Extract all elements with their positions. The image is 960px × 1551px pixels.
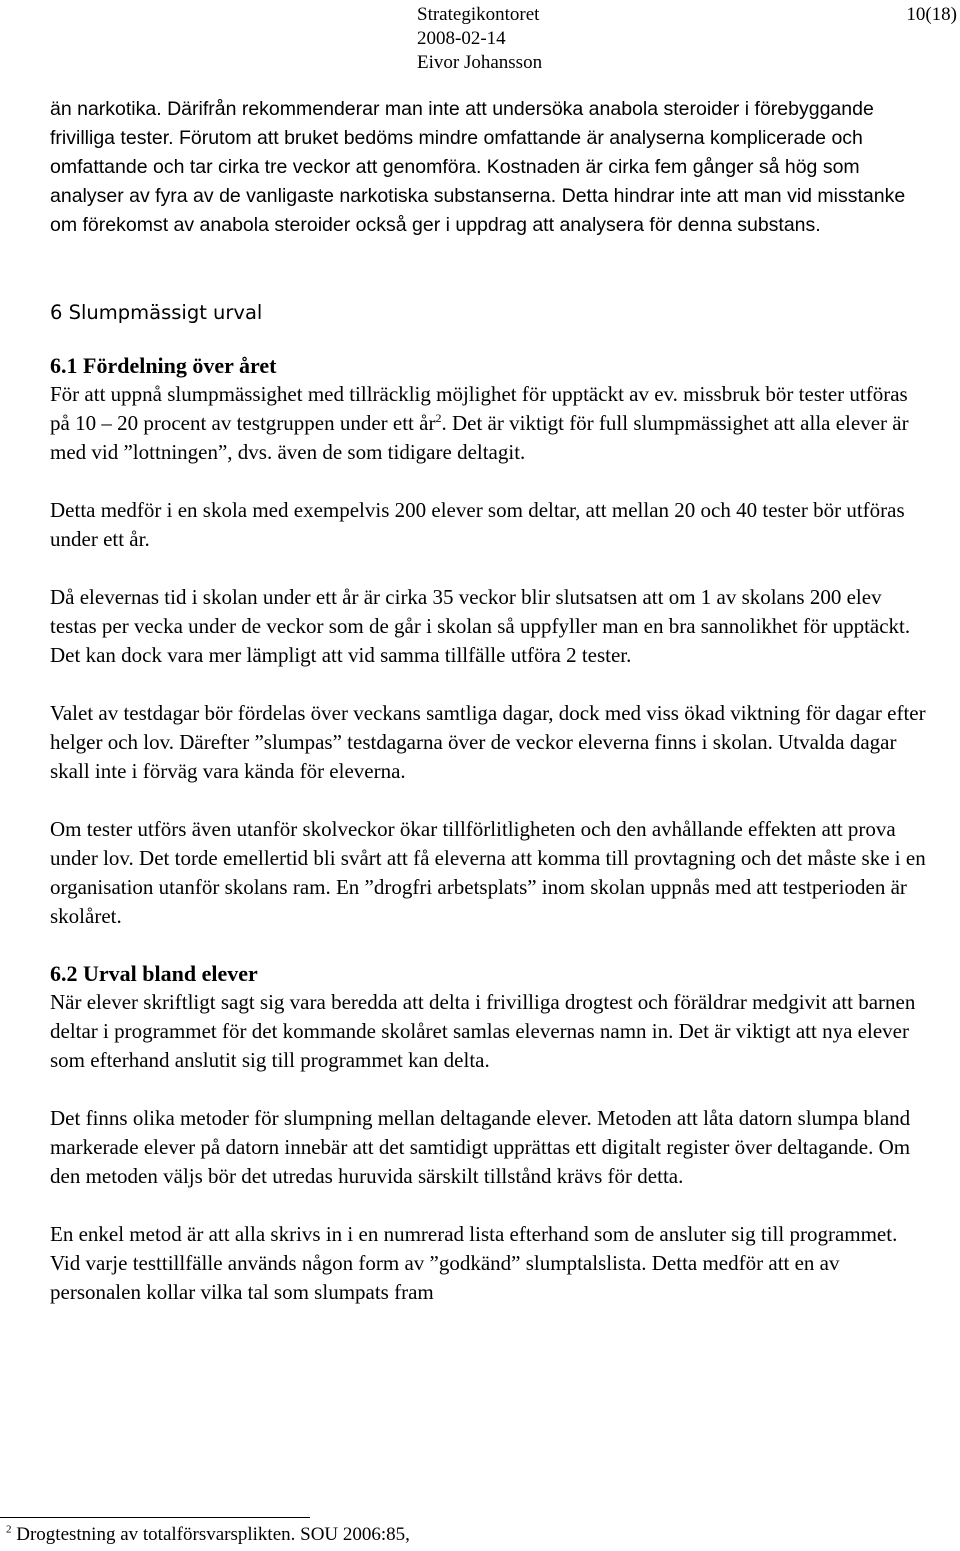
section-6-1-text-b: . Det är viktigt för full slumpmässighet att alla elever är med vid ”lottningen”, dvs. även de som tidigare deltagit. (50, 411, 909, 464)
paragraph-testdagar: Valet av testdagar bör fördelas över veckans samtliga dagar, dock med viss ökad viktning för dagar efter helger och lov. Därefter ”slumpas” testdagarna över de veckor eleverna finns i skolan. Utvalda dagar skall inte i förväg vara kända för eleverna. (50, 701, 926, 783)
header-date: 2008-02-14 (417, 28, 506, 49)
section-6-heading: 6 Slumpmässigt urval (50, 301, 263, 324)
footnote-text: Drogtestning av totalförsvarsplikten. SOU 2006:85, (16, 1524, 410, 1545)
page-number: 10(18) (906, 4, 957, 25)
footnote-reference[interactable]: 2 (435, 411, 442, 425)
intro-paragraph (50, 95, 930, 240)
intro-text-b: Detta hindrar inte att man vid misstanke om förekomst av anabola steroider också ger i uppdrag att analysera för denna substans. (50, 185, 906, 236)
paragraph-35-veckor: Då elevernas tid i skolan under ett år är cirka 35 veckor blir slutsatsen att om 1 av skolans 200 elev testas per vecka under de veckor som de går i skolan så uppfyller man en bra sannolikhet för upptäckt. Det kan dock vara mer lämpligt att vid samma tillfälle utföra 2 tester. (50, 585, 911, 667)
section-6-1-text-a: För att uppnå slumpmässighet med tillräcklig möjlighet för upptäckt av ev. missbruk bör tester utföras på 10 – 20 procent av testgruppen under ett år (50, 382, 908, 435)
section-6-1-paragraph (50, 380, 930, 467)
section-6-2-paragraph-1: När elever skriftligt sagt sig vara beredda att delta i frivilliga drogtest och föräldrar medgivit att barnen deltar i programmet för det kommande skolåret samlas elevernas namn in. Det är viktigt att nya elever som efterhand anslutit sig till programmet kan delta. (50, 990, 916, 1072)
section-6-2-paragraph-2: Det finns olika metoder för slumpning mellan deltagande elever. Metoden att låta datorn slumpa bland markerade elever på datorn innebär att det samtidigt upprättas ett digitalt register över deltagande. Om den metoden väljs bör det utredas huruvida särskilt tillstånd krävs för detta. (50, 1106, 911, 1188)
intro-text-a: än narkotika. Därifrån rekommenderar man inte att undersöka anabola steroider i förebyggande frivilliga tester. Förutom att bruket bedöms mindre omfattande är analyserna komplicerade och omfattande och tar cirka tre veckor att genomföra. Kostnaden är cirka fem gånger så hög som analyser av fyra av de vanligaste narkotiska substanserna. (50, 98, 874, 207)
section-6-2-paragraph-3: En enkel metod är att alla skrivs in i en numrerad lista efterhand som de ansluter sig till programmet. Vid varje testtillfälle används någon form av ”godkänd” slumptalslista. Detta medför att en av personalen kollar vilka tal som slumpats fram (50, 1222, 898, 1304)
header-author: Eivor Johansson (417, 52, 543, 73)
paragraph-200-elever: Detta medför i en skola med exempelvis 200 elever som deltar, att mellan 20 och 40 tester bör utföras under ett år. (50, 498, 905, 551)
paragraph-utanfor-skolveckor: Om tester utförs även utanför skolveckor ökar tillförlitligheten och den avhållande effekten att prova under lov. Det torde emellertid bli svårt att få eleverna att komma till provtagning och det måste ske i en organisation utanför skolans ram. En ”drogfri arbetsplats” inom skolan uppnås med att testperioden är skolåret. (50, 817, 926, 928)
footnote (6, 1523, 410, 1547)
header-organization: Strategikontoret (417, 4, 540, 25)
section-6-1-heading: 6.1 Fördelning över året (50, 353, 277, 378)
document-body (50, 95, 930, 1307)
footnote-marker: 2 (6, 1523, 12, 1536)
footnote-divider (0, 1517, 310, 1518)
section-6-2-heading: 6.2 Urval bland elever (50, 961, 258, 986)
page-header (0, 0, 960, 80)
